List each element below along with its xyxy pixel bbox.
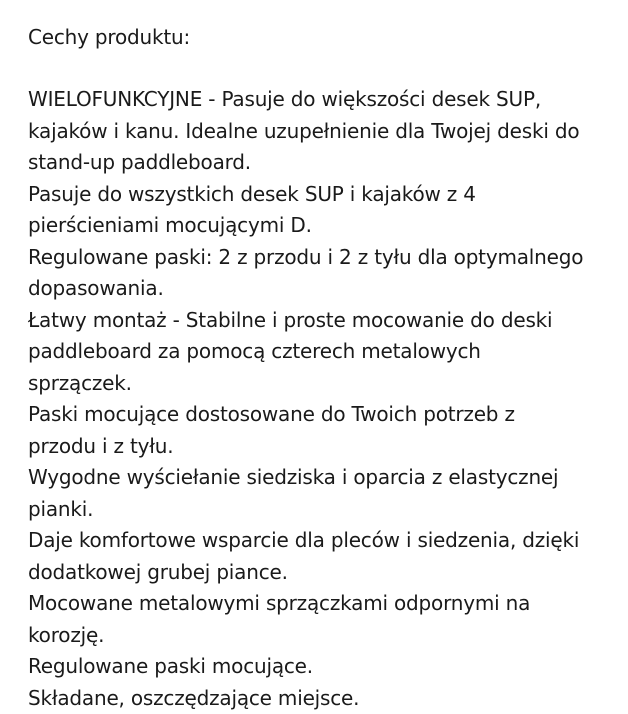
text-line: sprzączek. — [28, 368, 624, 400]
features-text — [28, 84, 624, 714]
text-line: Mocowane metalowymi sprzączkami odpornymi na — [28, 588, 624, 620]
text-line: Wygodne wyściełanie siedziska i oparcia z elastycznej — [28, 462, 624, 494]
text-line: stand-up paddleboard. — [28, 147, 624, 179]
text-line: dodatkowej grubej piance. — [28, 557, 624, 589]
product-description — [28, 22, 624, 714]
text-line: Łatwy montaż - Stabilne i proste mocowanie do deski — [28, 305, 624, 337]
text-line: WIELOFUNKCYJNE - Pasuje do większości desek SUP, — [28, 84, 624, 116]
text-line: Pasuje do wszystkich desek SUP i kajaków z 4 — [28, 179, 624, 211]
text-line: pianki. — [28, 494, 624, 526]
text-line: kajaków i kanu. Idealne uzupełnienie dla Twojej deski do — [28, 116, 624, 148]
text-line: Regulowane paski: 2 z przodu i 2 z tyłu dla optymalnego — [28, 242, 624, 274]
text-line: Paski mocujące dostosowane do Twoich potrzeb z — [28, 399, 624, 431]
blank-line — [28, 53, 624, 84]
text-line: pierścieniami mocującymi D. — [28, 210, 624, 242]
text-line: korozję. — [28, 620, 624, 652]
text-line: paddleboard za pomocą czterech metalowych — [28, 336, 624, 368]
text-line: Składane, oszczędzające miejsce. — [28, 683, 624, 714]
text-line: przodu i z tyłu. — [28, 431, 624, 463]
text-line: Regulowane paski mocujące. — [28, 651, 624, 683]
text-line: dopasowania. — [28, 273, 624, 305]
text-line: Daje komfortowe wsparcie dla pleców i siedzenia, dzięki — [28, 525, 624, 557]
section-heading: Cechy produktu: — [28, 22, 624, 53]
